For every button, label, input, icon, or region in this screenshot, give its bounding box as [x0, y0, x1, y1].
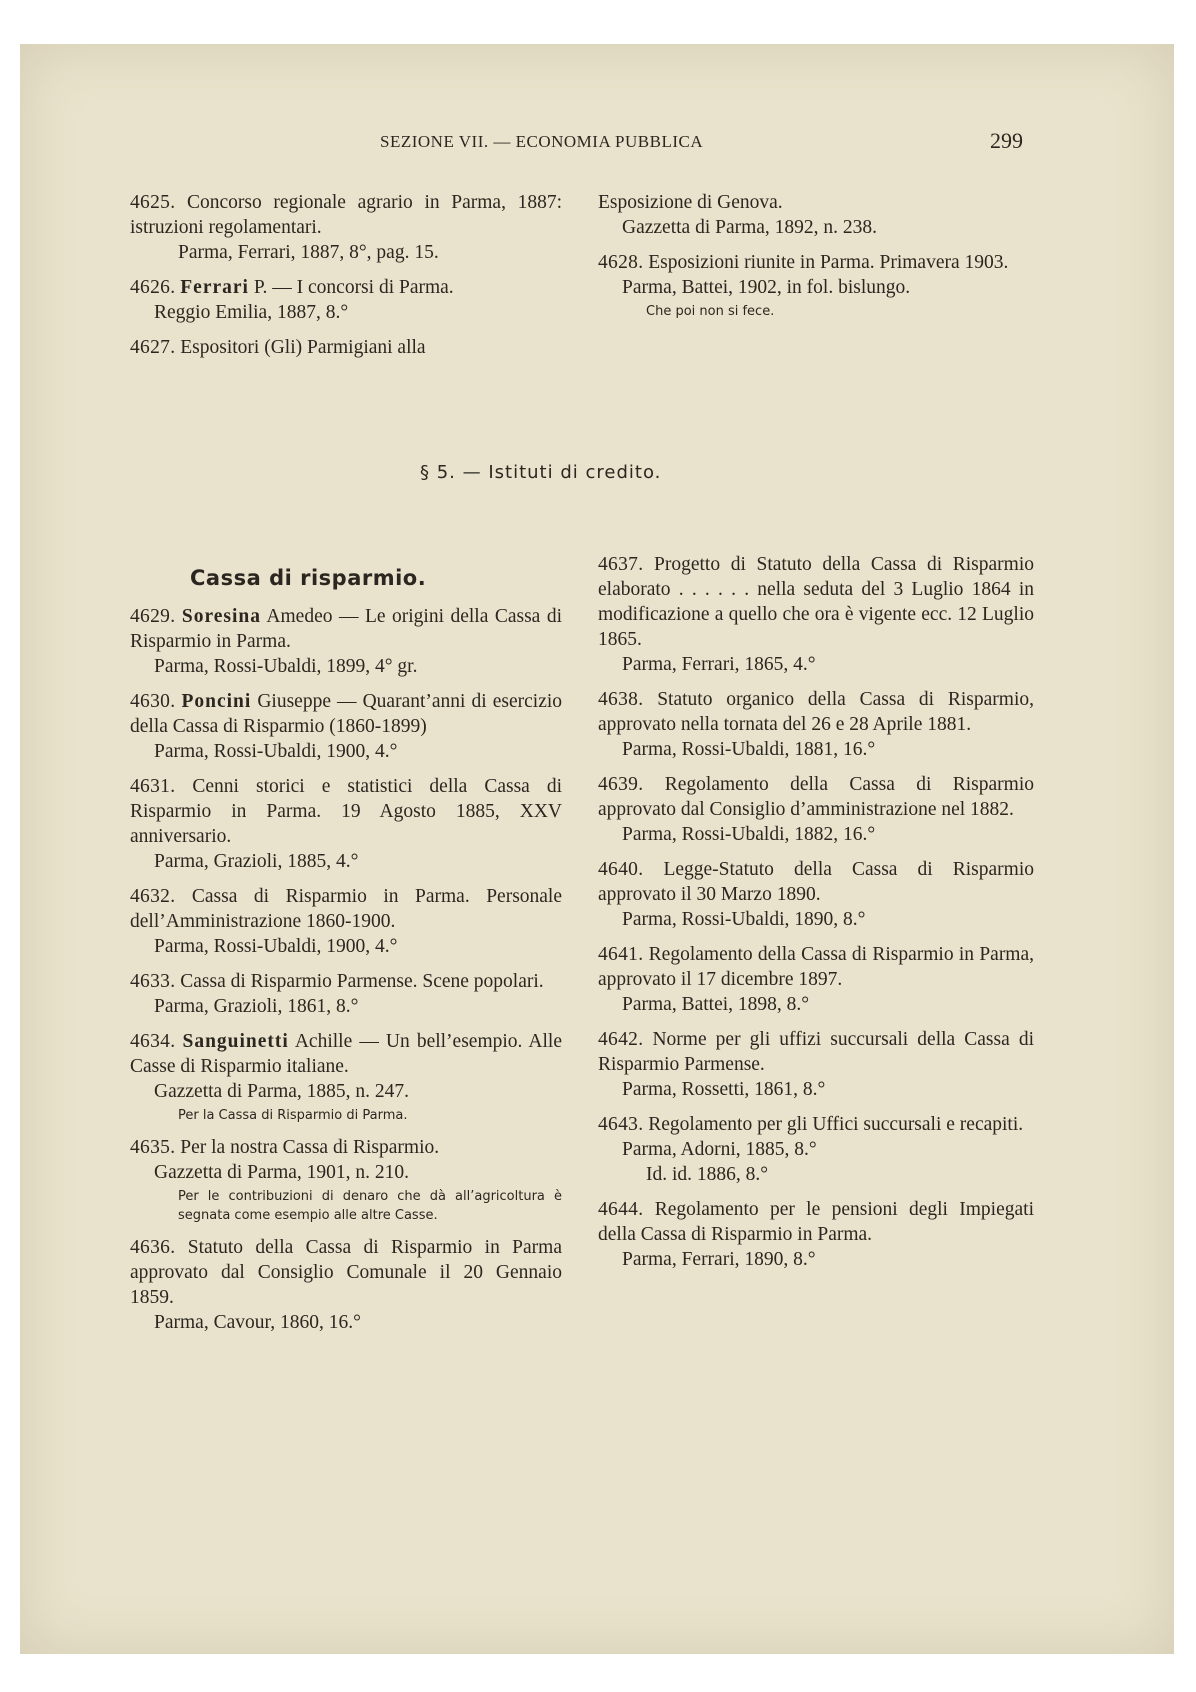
entry-imprint-second: Id. id. 1886, 8.° — [646, 1164, 769, 1185]
entry-imprint: Parma, Grazioli, 1861, 8.° — [154, 996, 359, 1017]
entry-author: Sanguinetti — [182, 1031, 289, 1052]
bibliography-entry — [598, 857, 1034, 932]
bibliography-entry — [598, 1027, 1034, 1102]
bibliography-entry — [130, 275, 562, 325]
entry-number: 4635. — [130, 1137, 176, 1158]
entry-text: Esposizione di Genova. — [598, 192, 783, 213]
entry-number: 4639. — [598, 774, 644, 795]
entry-note: Per le contribuzioni di denaro che dà all’agricoltura è segnata come esempio alle altre Casse. — [178, 1189, 562, 1223]
bibliography-entry — [598, 687, 1034, 762]
bibliography-entry — [598, 552, 1034, 677]
entry-imprint: Parma, Battei, 1898, 8.° — [622, 994, 810, 1015]
entry-text: Per la nostra Cassa di Risparmio. — [180, 1137, 440, 1158]
running-title: SEZIONE VII. — ECONOMIA PUBBLICA — [380, 132, 704, 151]
bibliography-entry — [130, 335, 562, 360]
entry-number: 4637. — [598, 554, 644, 575]
entry-text: Regolamento della Cassa di Risparmio approvato dal Consiglio d’amministrazione nel 1882. — [598, 774, 1035, 820]
entry-imprint: Parma, Ferrari, 1887, 8°, pag. 15. — [178, 242, 439, 263]
entry-text: Giuseppe — Quarant’anni di esercizio della Cassa di Risparmio (1860-1899) — [130, 691, 563, 737]
entry-text: Statuto della Cassa di Risparmio in Parma approvato dal Consiglio Comunale il 20 Gennaio 1859. — [130, 1237, 563, 1308]
entry-text: Amedeo — Le origini della Cassa di Risparmio in Parma. — [130, 606, 562, 652]
entry-imprint: Parma, Rossi-Ubaldi, 1882, 16.° — [622, 824, 876, 845]
bibliography-entry — [130, 604, 562, 679]
entry-text: P. — I concorsi di Parma. — [253, 277, 454, 298]
entry-text: Norme per gli uffizi succursali della Cassa di Risparmio Parmense. — [598, 1029, 1034, 1075]
entry-imprint: Gazzetta di Parma, 1892, n. 238. — [622, 217, 878, 238]
entry-text: Achille — Un bell’esempio. Alle Casse di Risparmio italiane. — [130, 1031, 562, 1077]
right-column — [598, 552, 1034, 1282]
bibliography-entry — [130, 689, 562, 764]
entry-text: Cenni storici e statistici della Cassa di Risparmio in Parma. 19 Agosto 1885, XXV anniversario. — [130, 776, 562, 847]
entry-imprint: Parma, Rossi-Ubaldi, 1900, 4.° — [154, 936, 398, 957]
entry-number: 4634. — [130, 1031, 176, 1052]
entry-text: Progetto di Statuto della Cassa di Risparmio elaborato . . . . . . nella seduta del 3 Luglio 1864 in modificazione a quello che ora è vigente ecc. 12 Luglio 1865. — [598, 554, 1035, 650]
bibliography-entry — [130, 774, 562, 874]
entry-number: 4626. — [130, 277, 176, 298]
entry-author: Soresina — [181, 606, 262, 627]
entry-number: 4638. — [598, 689, 644, 710]
entry-number: 4632. — [130, 886, 176, 907]
entry-imprint: Gazzetta di Parma, 1885, n. 247. — [154, 1081, 410, 1102]
left-column — [130, 604, 562, 1345]
entry-number: 4630. — [130, 691, 176, 712]
bibliography-entry — [598, 1112, 1034, 1187]
entry-imprint: Reggio Emilia, 1887, 8.° — [154, 302, 349, 323]
entry-number: 4633. — [130, 971, 176, 992]
bibliography-entry-continuation — [598, 190, 1034, 240]
entry-number: 4643. — [598, 1114, 644, 1135]
entry-text: Espositori (Gli) Parmigiani alla — [180, 337, 426, 358]
entry-imprint: Parma, Rossi-Ubaldi, 1900, 4.° — [154, 741, 398, 762]
bibliography-entry — [598, 250, 1034, 321]
entry-imprint: Parma, Battei, 1902, in fol. bislungo. — [622, 277, 911, 298]
entry-number: 4636. — [130, 1237, 176, 1258]
entry-imprint: Parma, Grazioli, 1885, 4.° — [154, 851, 359, 872]
entry-imprint: Parma, Rossi-Ubaldi, 1899, 4° gr. — [154, 656, 418, 677]
bibliography-entry — [130, 190, 562, 265]
section-heading: § 5. — Istituti di credito. — [420, 462, 662, 483]
entry-imprint: Parma, Adorni, 1885, 8.° — [622, 1139, 817, 1160]
bibliography-entry — [598, 772, 1034, 847]
bibliography-entry — [598, 1197, 1034, 1272]
entry-text: Legge-Statuto della Cassa di Risparmio approvato il 30 Marzo 1890. — [598, 859, 1035, 905]
entry-imprint: Gazzetta di Parma, 1901, n. 210. — [154, 1162, 410, 1183]
entry-number: 4625. — [130, 192, 176, 213]
entry-imprint: Parma, Rossi-Ubaldi, 1890, 8.° — [622, 909, 866, 930]
entry-text: Regolamento per le pensioni degli Impiegati della Cassa di Risparmio in Parma. — [598, 1199, 1034, 1245]
bibliography-entry — [130, 1135, 562, 1225]
entry-number: 4640. — [598, 859, 644, 880]
entry-number: 4631. — [130, 776, 176, 797]
bibliography-entry — [130, 969, 562, 1019]
entry-number: 4642. — [598, 1029, 644, 1050]
entry-text: Cassa di Risparmio Parmense. Scene popolari. — [180, 971, 544, 992]
entry-number: 4629. — [130, 606, 176, 627]
entry-note: Per la Cassa di Risparmio di Parma. — [178, 1108, 408, 1123]
sub-heading: Cassa di risparmio. — [190, 566, 427, 590]
entry-imprint: Parma, Rossetti, 1861, 8.° — [622, 1079, 826, 1100]
entry-note: Che poi non si fece. — [646, 304, 775, 319]
entry-number: 4627. — [130, 337, 176, 358]
entry-imprint: Parma, Ferrari, 1890, 8.° — [622, 1249, 816, 1270]
bibliography-entry — [130, 1029, 562, 1125]
entry-imprint: Parma, Rossi-Ubaldi, 1881, 16.° — [622, 739, 876, 760]
entry-text: Regolamento della Cassa di Risparmio in Parma, approvato il 17 dicembre 1897. — [598, 944, 1035, 990]
entry-text: Statuto organico della Cassa di Risparmio, approvato nella tornata del 26 e 28 Aprile 1881. — [598, 689, 1034, 735]
entry-text: Esposizioni riunite in Parma. Primavera 1903. — [648, 252, 1009, 273]
entry-imprint: Parma, Cavour, 1860, 16.° — [154, 1312, 361, 1333]
entry-number: 4628. — [598, 252, 644, 273]
entry-text: Regolamento per gli Uffici succursali e recapiti. — [648, 1114, 1024, 1135]
bibliography-entry — [130, 1235, 562, 1335]
running-header — [0, 128, 1196, 162]
entry-author: Poncini — [181, 691, 252, 712]
entry-imprint: Parma, Ferrari, 1865, 4.° — [622, 654, 816, 675]
top-right-column — [598, 190, 1034, 331]
bibliography-entry — [130, 884, 562, 959]
bibliography-entry — [598, 942, 1034, 1017]
entry-number: 4644. — [598, 1199, 644, 1220]
entry-number: 4641. — [598, 944, 644, 965]
entry-text: Cassa di Risparmio in Parma. Personale dell’Amministrazione 1860-1900. — [130, 886, 563, 932]
page-number: 299 — [990, 128, 1023, 153]
entry-text: Concorso regionale agrario in Parma, 1887: istruzioni regolamentari. — [130, 192, 562, 238]
entry-author: Ferrari — [180, 277, 249, 298]
top-left-column — [130, 190, 562, 370]
